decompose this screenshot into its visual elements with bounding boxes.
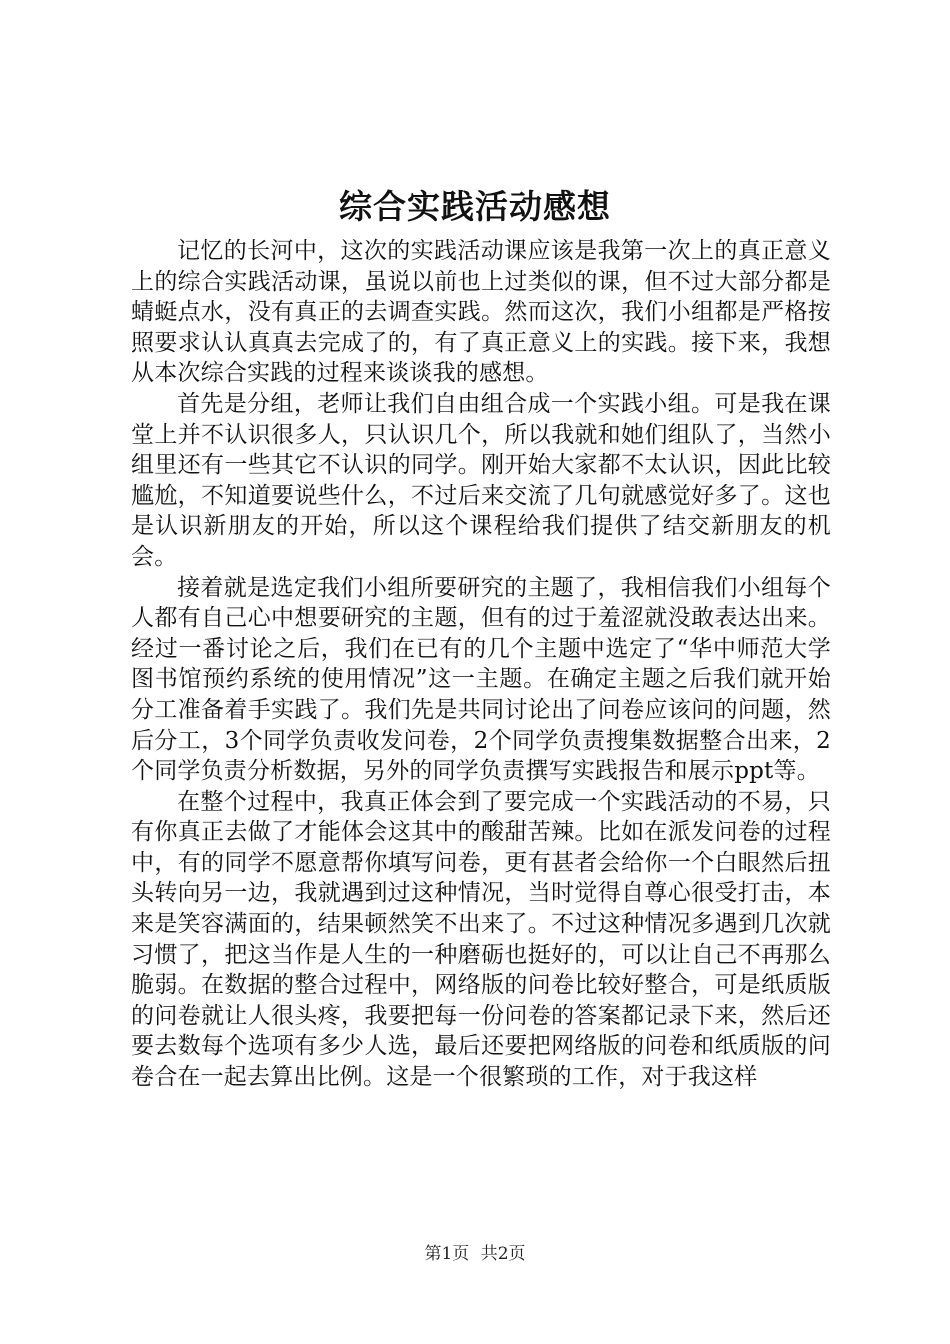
page-footer	[0, 1243, 950, 1265]
page-number-total: 共2页	[480, 1244, 526, 1264]
paragraph-4: 在整个过程中，我真正体会到了要完成一个实践活动的不易，只有你真正去做了才能体会这其中的酸甜苦辣。比如在派发问卷的过程中，有的同学不愿意帮你填写问卷，更有甚者会给你一个白眼然后扭头转向另一边，我就遇到过这种情况，当时觉得自尊心很受打击，本来是笑容满面的，结果顿然笑不出来了。不过这种情况多遇到几次就习惯了，把这当作是人生的一种磨砺也挺好的，可以让自己不再那么脆弱。在数据的整合过程中，网络版的问卷比较好整合，可是纸质版的问卷就让人很头疼，我要把每一份问卷的答案都记录下来，然后还要去数每个选项有多少人选，最后还要把网络版的问卷和纸质版的问卷合在一起去算出比例。这是一个很繁琐的工作，对于我这样	[131, 788, 831, 1091]
paragraph-3: 接着就是选定我们小组所要研究的主题了，我相信我们小组每个人都有自己心中想要研究的主题，但有的过于羞涩就没敢表达出来。经过一番讨论之后，我们在已有的几个主题中选定了“华中师范大学图书馆预约系统的使用情况”这一主题。在确定主题之后我们就开始分工准备着手实践了。我们先是共同讨论出了问卷应该问的问题，然后分工，3个同学负责收发问卷，2个同学负责搜集数据整合出来，2个同学负责分析数据，另外的同学负责撰写实践报告和展示ppt等。	[131, 574, 831, 785]
document-title: 综合实践活动感想	[339, 187, 611, 226]
paragraph-1: 记忆的长河中，这次的实践活动课应该是我第一次上的真正意义上的综合实践活动课，虽说以前也上过类似的课，但不过大部分都是蜻蜓点水，没有真正的去调查实践。然而这次，我们小组都是严格按照要求认认真真去完成了的，有了真正意义上的实践。接下来，我想从本次综合实践的过程来谈谈我的感想。	[131, 238, 831, 387]
page-number-current: 第1页	[424, 1244, 470, 1264]
document-body	[131, 236, 831, 1093]
paragraph-2: 首先是分组，老师让我们自由组合成一个实践小组。可是我在课堂上并不认识很多人，只认识几个，所以我就和她们组队了，当然小组里还有一些其它不认识的同学。刚开始大家都不太认识，因此比较尴尬，不知道要说些什么，不过后来交流了几句就感觉好多了。这也是认识新朋友的开始，所以这个课程给我们提供了结交新朋友的机会。	[131, 390, 831, 570]
